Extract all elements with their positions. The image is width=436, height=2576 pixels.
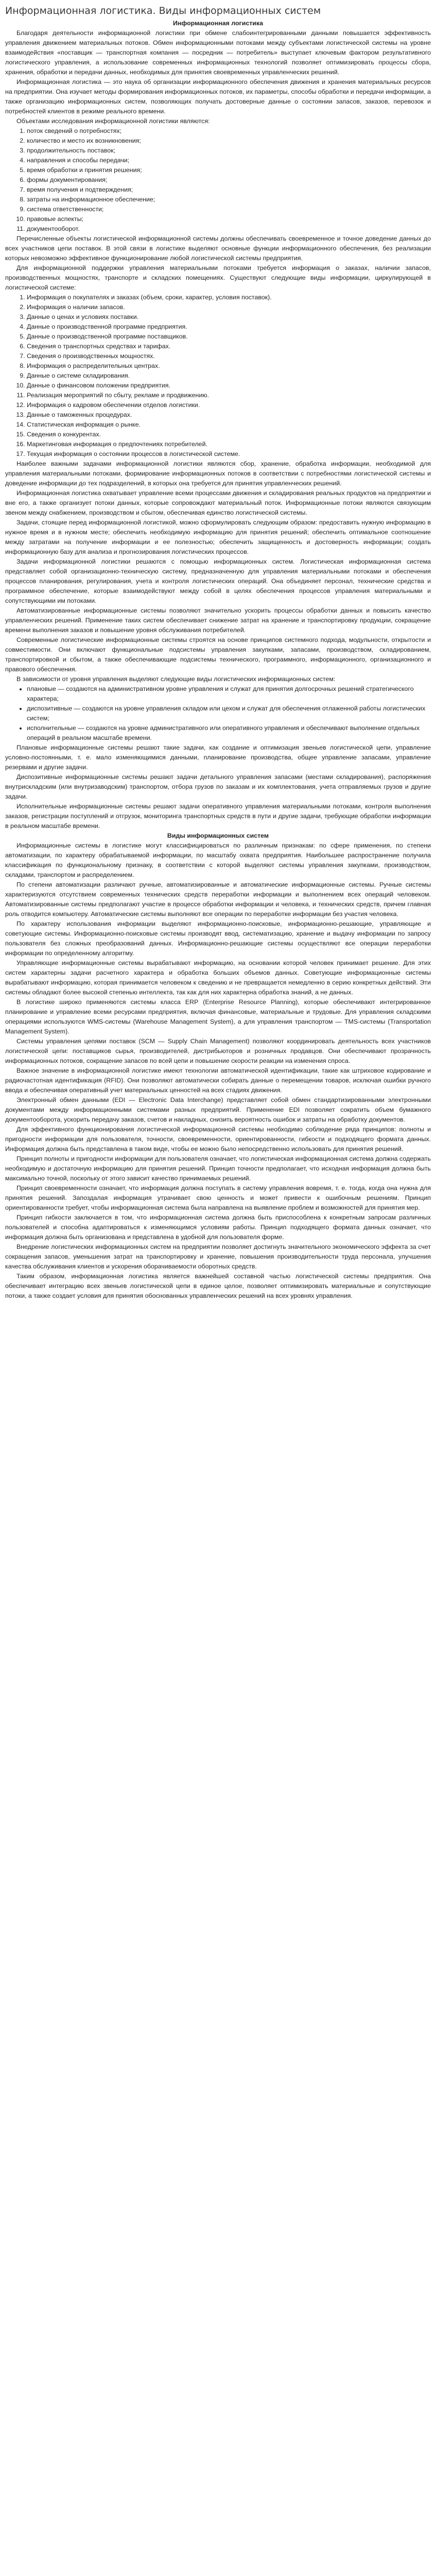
paragraph: Для информационной поддержки управления материальными потоками требуется информация о заказах, наличии запасов, производственных мощностях, транспорте и складских помещениях. Существуют следующие виды информации, циркулирующей в логистической системе: xyxy=(5,264,431,291)
section-heading: Информационная логистика xyxy=(173,20,263,27)
page-title: Информационная логистика. Виды информационных систем xyxy=(5,5,321,16)
list-item: 1. Информация о покупателях и заказах (объем, сроки, характер, условия поставок). xyxy=(27,293,431,302)
paragraph: Системы управления цепями поставок (SCM — Supply Chain Management) позволяют координировать деятельность всех участников логистической цепи: поставщиков сырья, производителей, дистрибьюторов и розничных продавцов. Они обеспечивают прозрачность информационных потоков, сокращение запасов по всей цепи и повышение скорости реакции на изменения спроса. xyxy=(5,1038,431,1064)
list-item: 9. система ответственности; xyxy=(27,205,431,214)
section-heading: Виды информационных систем xyxy=(167,832,269,839)
paragraph: Информационная логистика — это наука об организации информационного обеспечения движения и хранения материальных ресурсов на предприятии. Она изучает методы формирования информационных потоков, их параметры, способы обработки и передачи информации, а также организацию информационных систем, позволяющих получать достоверные данные о состоянии запасов, заказов, перевозок и потребностей клиентов в режиме реального времени. xyxy=(5,78,431,115)
list-item: 4. направления и способы передачи; xyxy=(27,156,431,165)
list-item: 3. Данные о ценах и условиях поставки. xyxy=(27,312,431,322)
list-item: 10. Данные о финансовом положении предприятия. xyxy=(27,381,431,391)
list-item: 3. продолжительность поставок; xyxy=(27,146,431,156)
paragraph: Наиболее важными задачами информационной логистики являются сбор, хранение, обработка информации, необходимой для управления материальными потоками, формирование информационных потоков в соответствии с потребностями логистической системы и доведение информации до тех подразделений, в которых она требуется для принятия управленческих решений. xyxy=(5,460,431,487)
list-item: 14. Статистическая информация о рынке. xyxy=(27,420,431,430)
paragraph: По степени автоматизации различают ручные, автоматизированные и автоматические информационные системы. Ручные системы характеризуются отсутствием современных технических средств переработки информации и выполнением всех операций человеком. Автоматизированные системы предполагают участие в процессе обработки информации и человека, и технических средств, причем главная роль отводится компьютеру. Автоматические системы выполняют все операции по переработке информации без участия человека. xyxy=(5,881,431,918)
article-body xyxy=(5,19,431,1301)
numbered-list xyxy=(5,293,431,459)
paragraph: Плановые информационные системы решают такие задачи, как создание и оптимизация звеньев логистической цепи, управление условно-постоянными, т. е. мало изменяющимися данными, планирование производства, общее управление запасами, управление резервами и другие задачи. xyxy=(5,744,431,771)
paragraph: Диспозитивные информационные системы решают задачи детального управления запасами (местами складирования), распоряжения внутрискладским (или внутризаводским) транспортом, отбора грузов по заказам и их комплектования, учета отправляемых грузов и другие задачи. xyxy=(5,773,431,800)
list-item: 8. затраты на информационное обеспечение; xyxy=(27,195,431,205)
paragraph: Для эффективного функционирования логистической информационной системы необходимо соблюдение ряда принципов: полноты и пригодности информации для пользователя, точности, своевременности, ориентированности, гибкости и подходящего формата данных. Информация должна быть представлена в таком виде, чтобы ее можно было непосредственно использовать для принятия решений. xyxy=(5,1126,431,1153)
paragraph: Принцип полноты и пригодности информации для пользователя означает, что логистическая информационная система должна содержать необходимую и достаточную информацию для принятия решений. Принцип точности предполагает, что исходная информация должна быть максимально точной, поскольку от этого зависит качество принимаемых решений. xyxy=(5,1155,431,1182)
list-item: 5. время обработки и принятия решения; xyxy=(27,165,431,175)
paragraph: В зависимости от уровня управления выделяют следующие виды логистических информационных систем: xyxy=(16,675,336,683)
list-item: 7. Сведения о производственных мощностях. xyxy=(27,351,431,361)
list-item: 11. документооборот. xyxy=(27,224,431,234)
paragraph: Таким образом, информационная логистика является важнейшей составной частью логистической системы предприятия. Она обеспечивает интеграцию всех звеньев логистической цепи в единое целое, позволяет оптимизировать материальные и сопутствующие потоки, а также создает условия для принятия обоснованных управленческих решений на всех уровнях управления. xyxy=(5,1273,431,1299)
paragraph: Автоматизированные информационные системы позволяют значительно ускорить процессы обработки данных и повысить качество управленческих решений. Применение таких систем обеспечивает снижение затрат на хранение и транспортировку продукции, сокращение времени выполнения заказов и повышение уровня обслуживания потребителей. xyxy=(5,607,431,634)
paragraph: Информационные системы в логистике могут классифицироваться по различным признакам: по сфере применения, по степени автоматизации, по характеру обрабатываемой информации, по масштабу охвата предприятия. Наибольшее распространение получила классификация по функциональному признаку, в соответствии с которой выделяют системы управления закупками, производством, складами, транспортом и распределением. xyxy=(5,842,431,878)
paragraph: Принцип своевременности означает, что информация должна поступать в систему управления вовремя, т. е. тогда, когда она нужна для принятия решений. Запоздалая информация утрачивает свою ценность и может привести к ошибочным решениям. Принцип ориентированности требует, чтобы информационная система была направлена на выявление проблем и возможностей для принятия мер. xyxy=(5,1184,431,1211)
list-item: 8. Информация о распределительных центрах. xyxy=(27,361,431,371)
list-item: 6. Сведения о транспортных средствах и тарифах. xyxy=(27,342,431,351)
bullet-list xyxy=(5,684,431,743)
list-item: 15. Сведения о конкурентах. xyxy=(27,430,431,439)
paragraph: Исполнительные информационные системы решают задачи оперативного управления материальными потоками, контроля выполнения заказов, регистрации поступлений и отгрузок, мониторинга транспортных средств в пути и другие задачи, требующие обработки информации в реальном масштабе времени. xyxy=(5,803,431,829)
paragraph: Благодаря деятельности информационной логистики при обмене слабоинтегрированными данными повышается эффективность управления движением материальных потоков. Обмен информационными потоками между субъектами логистической системы на уровне взаимодействия «поставщик — транспортная компания — посредник — потребитель» выступает ключевым фактором результативного логистического управления, а использование современных информационных технологий позволяет оптимизировать процессы сбора, хранения, обработки и передачи данных, необходимых для принятия своевременных управленческих решений. xyxy=(5,29,431,76)
list-item: 7. время получения и подтверждения; xyxy=(27,185,431,195)
list-item: 5. Данные о производственной программе поставщиков. xyxy=(27,332,431,342)
list-item: 2. Информация о наличии запасов. xyxy=(27,302,431,312)
list-item: 2. количество и место их возникновения; xyxy=(27,136,431,146)
paragraph: В логистике широко применяются системы класса ERP (Enterprise Resource Planning), которые обеспечивают интегрированное планирование и управление всеми ресурсами предприятия, включая финансовые, материальные и трудовые. Для управления складскими операциями используются WMS-системы (Warehouse Management System), а для управления транспортом — TMS-системы (Transportation Management System). xyxy=(5,998,431,1035)
list-item: 17. Текущая информация о состоянии процессов в логистической системе. xyxy=(27,449,431,459)
list-item: 6. формы документирования; xyxy=(27,175,431,185)
paragraph: По характеру использования информации выделяют информационно-поисковые, информационно-решающие, управляющие и советующие системы. Информационно-поисковые системы производят ввод, систематизацию, хранение и выдачу информации по запросу пользователя без сложных преобразований данных. Информационно-решающие системы осуществляют все операции переработки информации по определенному алгоритму. xyxy=(5,920,431,957)
list-item: 16. Маркетинговая информация о предпочтениях потребителей. xyxy=(27,439,431,449)
paragraph: Современные логистические информационные системы строятся на основе принципов системного подхода, модульности, открытости и совместимости. Они включают функциональные подсистемы управления закупками, запасами, производством, складированием, транспортировкой и сбытом, а также обеспечивающие подсистемы технического, программного, информационного, организационного и правового обеспечения. xyxy=(5,636,431,673)
paragraph: Перечисленные объекты логистической информационной системы должны обеспечивать своевременное и точное доведение данных до всех участников цепи поставок. В этой связи в логистике выделяют основные функции информационного обеспечения, без реализации которых невозможно эффективное функционирование любой логистической системы предприятия. xyxy=(5,235,431,262)
list-item: • диспозитивные — создаются на уровне управления складом или цехом и служат для обеспечения отлаженной работы логистических систем; xyxy=(27,704,431,723)
paragraph: Электронный обмен данными (EDI — Electronic Data Interchange) представляет собой обмен стандартизированными электронными документами между информационными системами разных предприятий. Применение EDI позволяет сократить объем бумажного документооборота, ускорить передачу заказов, счетов и накладных, снизить вероятность ошибок и затраты на обработку документов. xyxy=(5,1096,431,1123)
paragraph: Управляющие информационные системы вырабатывают информацию, на основании которой человек принимает решение. Для этих систем характерны задачи расчетного характера и обработка больших объемов данных. Советующие информационные системы вырабатывают информацию, которая принимается человеком к сведению и не превращается немедленно в серию конкретных действий. Эти системы обладают более высокой степенью интеллекта, так как для них характерна обработка знаний, а не данных. xyxy=(5,959,431,996)
paragraph: Информационная логистика охватывает управление всеми процессами движения и складирования реальных продуктов на предприятии и вне его, а также организует потоки данных, которые сопровождают материальный поток. Информационные потоки являются связующим звеном между снабжением, производством и сбытом, обеспечивая единство логистической системы. xyxy=(5,489,431,516)
list-item: 9. Данные о системе складирования. xyxy=(27,371,431,381)
list-item: • плановые — создаются на административном уровне управления и служат для принятия долгосрочных решений стратегического характера; xyxy=(27,684,431,704)
list-item: • исполнительные — создаются на уровне административного или оперативного управления и обеспечивают выполнение отдельных операций в реальном масштабе времени. xyxy=(27,723,431,743)
list-item: 4. Данные о производственной программе предприятия. xyxy=(27,322,431,332)
list-item: 13. Данные о таможенных процедурах. xyxy=(27,410,431,420)
list-item: 12. Информация о кадровом обеспечении отделов логистики. xyxy=(27,400,431,410)
paragraph: Задачи, стоящие перед информационной логистикой, можно сформулировать следующим образом: предоставить нужную информацию в нужное время и в нужном месте; обеспечить необходимую информацию для принятия решений; обеспечить оптимальное соотношение между затратами на получение информации и ее полезностью; обеспечить защищенность и достоверность информации; создать информационную базу для анализа и прогнозирования логистических процессов. xyxy=(5,519,431,555)
list-item: 10. правовые аспекты; xyxy=(27,214,431,224)
list-item: 11. Реализация мероприятий по сбыту, рекламе и продвижению. xyxy=(27,391,431,400)
paragraph: Внедрение логистических информационных систем на предприятии позволяет достигнуть значительного экономического эффекта за счет сокращения запасов, уменьшения затрат на транспортировку и хранение, повышения производительности труда персонала, улучшения качества обслуживания клиентов и ускорения оборачиваемости оборотных средств. xyxy=(5,1243,431,1270)
list-item: 1. поток сведений о потребностях; xyxy=(27,126,431,136)
paragraph: Задачи информационной логистики решаются с помощью информационных систем. Логистическая информационная система представляет собой организационно-техническую систему, предназначенную для управления материальными потоками и обеспечения процессов планирования, регулирования, учета и контроля логистических операций. Она объединяет персонал, технические средства и программное обеспечение, которые взаимодействуют между собой в целях обеспечения процессов управления материальными и сопутствующими им потоками. xyxy=(5,558,431,604)
paragraph: Принцип гибкости заключается в том, что информационная система должна быть приспособлена к конкретным запросам различных пользователей и способна адаптироваться к изменяющимся условиям работы. Принцип подходящего формата данных означает, что информация должна быть организована и представлена в удобной для пользователя форме. xyxy=(5,1214,431,1241)
paragraph: Важное значение в информационной логистике имеют технологии автоматической идентификации, такие как штриховое кодирование и радиочастотная идентификация (RFID). Они позволяют автоматически собирать данные о перемещении товаров, исключая ошибки ручного ввода и обеспечивая оперативный учет материальных ценностей на всех стадиях движения. xyxy=(5,1067,431,1094)
numbered-list xyxy=(5,126,431,234)
paragraph: Объектами исследования информационной логистики являются: xyxy=(16,117,210,125)
